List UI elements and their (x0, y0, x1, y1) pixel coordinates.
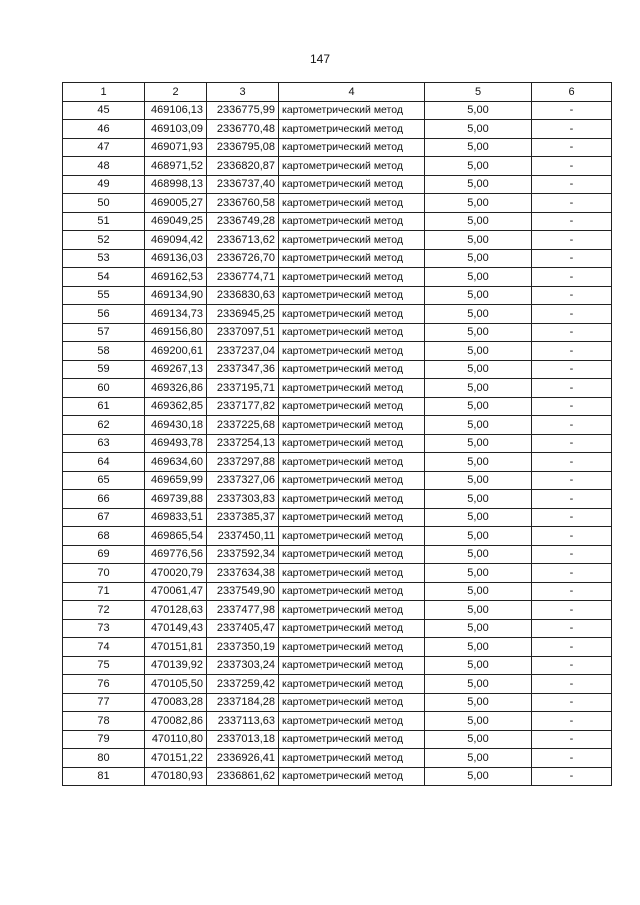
method-cell: картометрический метод (279, 305, 425, 324)
method-cell: картометрический метод (279, 379, 425, 398)
column-header-5: 5 (425, 83, 532, 102)
method-cell: картометрический метод (279, 675, 425, 694)
table-row (63, 619, 612, 638)
table-row (63, 323, 612, 342)
x-coordinate-cell: 470110,80 (145, 730, 207, 749)
x-coordinate-cell: 469493,78 (145, 434, 207, 453)
note-cell: - (532, 120, 612, 139)
y-coordinate-cell: 2336737,40 (207, 175, 279, 194)
y-coordinate-cell: 2337592,34 (207, 545, 279, 564)
method-cell: картометрический метод (279, 545, 425, 564)
y-coordinate-cell: 2337347,36 (207, 360, 279, 379)
x-coordinate-cell: 470105,50 (145, 675, 207, 694)
method-cell: картометрический метод (279, 434, 425, 453)
header-row (63, 83, 612, 102)
point-number-cell: 64 (63, 453, 145, 472)
table-row (63, 175, 612, 194)
note-cell: - (532, 231, 612, 250)
point-number-cell: 81 (63, 767, 145, 786)
table-row (63, 582, 612, 601)
x-coordinate-cell: 470083,28 (145, 693, 207, 712)
y-coordinate-cell: 2337450,11 (207, 527, 279, 546)
note-cell: - (532, 101, 612, 120)
y-coordinate-cell: 2336749,28 (207, 212, 279, 231)
accuracy-cell: 5,00 (425, 231, 532, 250)
note-cell: - (532, 638, 612, 657)
y-coordinate-cell: 2336760,58 (207, 194, 279, 213)
point-number-cell: 50 (63, 194, 145, 213)
y-coordinate-cell: 2336830,63 (207, 286, 279, 305)
point-number-cell: 73 (63, 619, 145, 638)
accuracy-cell: 5,00 (425, 379, 532, 398)
method-cell: картометрический метод (279, 249, 425, 268)
table-row (63, 397, 612, 416)
y-coordinate-cell: 2336945,25 (207, 305, 279, 324)
x-coordinate-cell: 469106,13 (145, 101, 207, 120)
accuracy-cell: 5,00 (425, 656, 532, 675)
y-coordinate-cell: 2337405,47 (207, 619, 279, 638)
point-number-cell: 60 (63, 379, 145, 398)
x-coordinate-cell: 469776,56 (145, 545, 207, 564)
x-coordinate-cell: 469865,54 (145, 527, 207, 546)
point-number-cell: 46 (63, 120, 145, 139)
accuracy-cell: 5,00 (425, 490, 532, 509)
accuracy-cell: 5,00 (425, 286, 532, 305)
accuracy-cell: 5,00 (425, 268, 532, 287)
method-cell: картометрический метод (279, 693, 425, 712)
point-number-cell: 76 (63, 675, 145, 694)
note-cell: - (532, 212, 612, 231)
accuracy-cell: 5,00 (425, 157, 532, 176)
note-cell: - (532, 712, 612, 731)
x-coordinate-cell: 470180,93 (145, 767, 207, 786)
accuracy-cell: 5,00 (425, 545, 532, 564)
method-cell: картометрический метод (279, 453, 425, 472)
note-cell: - (532, 527, 612, 546)
point-number-cell: 74 (63, 638, 145, 657)
method-cell: картометрический метод (279, 360, 425, 379)
point-number-cell: 66 (63, 490, 145, 509)
method-cell: картометрический метод (279, 397, 425, 416)
method-cell: картометрический метод (279, 194, 425, 213)
x-coordinate-cell: 469103,09 (145, 120, 207, 139)
method-cell: картометрический метод (279, 416, 425, 435)
accuracy-cell: 5,00 (425, 305, 532, 324)
note-cell: - (532, 693, 612, 712)
point-number-cell: 45 (63, 101, 145, 120)
note-cell: - (532, 545, 612, 564)
accuracy-cell: 5,00 (425, 360, 532, 379)
x-coordinate-cell: 470082,86 (145, 712, 207, 731)
table-row (63, 749, 612, 768)
y-coordinate-cell: 2337259,42 (207, 675, 279, 694)
x-coordinate-cell: 469134,90 (145, 286, 207, 305)
note-cell: - (532, 453, 612, 472)
table-row (63, 656, 612, 675)
column-header-1: 1 (63, 83, 145, 102)
method-cell: картометрический метод (279, 730, 425, 749)
column-header-4: 4 (279, 83, 425, 102)
note-cell: - (532, 619, 612, 638)
accuracy-cell: 5,00 (425, 471, 532, 490)
y-coordinate-cell: 2336770,48 (207, 120, 279, 139)
y-coordinate-cell: 2336775,99 (207, 101, 279, 120)
y-coordinate-cell: 2337237,04 (207, 342, 279, 361)
method-cell: картометрический метод (279, 601, 425, 620)
method-cell: картометрический метод (279, 268, 425, 287)
note-cell: - (532, 268, 612, 287)
method-cell: картометрический метод (279, 508, 425, 527)
table-row (63, 434, 612, 453)
note-cell: - (532, 249, 612, 268)
note-cell: - (532, 582, 612, 601)
note-cell: - (532, 416, 612, 435)
method-cell: картометрический метод (279, 175, 425, 194)
point-number-cell: 79 (63, 730, 145, 749)
note-cell: - (532, 397, 612, 416)
table-row (63, 194, 612, 213)
note-cell: - (532, 730, 612, 749)
y-coordinate-cell: 2337097,51 (207, 323, 279, 342)
point-number-cell: 49 (63, 175, 145, 194)
accuracy-cell: 5,00 (425, 693, 532, 712)
x-coordinate-cell: 469430,18 (145, 416, 207, 435)
table-row (63, 342, 612, 361)
note-cell: - (532, 175, 612, 194)
point-number-cell: 56 (63, 305, 145, 324)
table-row (63, 212, 612, 231)
x-coordinate-cell: 469134,73 (145, 305, 207, 324)
x-coordinate-cell: 469659,99 (145, 471, 207, 490)
accuracy-cell: 5,00 (425, 527, 532, 546)
method-cell: картометрический метод (279, 120, 425, 139)
y-coordinate-cell: 2337327,06 (207, 471, 279, 490)
point-number-cell: 54 (63, 268, 145, 287)
point-number-cell: 75 (63, 656, 145, 675)
y-coordinate-cell: 2337225,68 (207, 416, 279, 435)
accuracy-cell: 5,00 (425, 138, 532, 157)
point-number-cell: 59 (63, 360, 145, 379)
x-coordinate-cell: 469634,60 (145, 453, 207, 472)
table-body (63, 101, 612, 786)
accuracy-cell: 5,00 (425, 619, 532, 638)
table-row (63, 767, 612, 786)
note-cell: - (532, 656, 612, 675)
note-cell: - (532, 601, 612, 620)
method-cell: картометрический метод (279, 749, 425, 768)
point-number-cell: 48 (63, 157, 145, 176)
y-coordinate-cell: 2337303,83 (207, 490, 279, 509)
note-cell: - (532, 342, 612, 361)
point-number-cell: 51 (63, 212, 145, 231)
y-coordinate-cell: 2337549,90 (207, 582, 279, 601)
table-row (63, 712, 612, 731)
x-coordinate-cell: 468998,13 (145, 175, 207, 194)
x-coordinate-cell: 470149,43 (145, 619, 207, 638)
method-cell: картометрический метод (279, 619, 425, 638)
table-row (63, 305, 612, 324)
y-coordinate-cell: 2336726,70 (207, 249, 279, 268)
x-coordinate-cell: 470020,79 (145, 564, 207, 583)
note-cell: - (532, 286, 612, 305)
method-cell: картометрический метод (279, 564, 425, 583)
accuracy-cell: 5,00 (425, 508, 532, 527)
point-number-cell: 53 (63, 249, 145, 268)
x-coordinate-cell: 469136,03 (145, 249, 207, 268)
y-coordinate-cell: 2337254,13 (207, 434, 279, 453)
point-number-cell: 58 (63, 342, 145, 361)
accuracy-cell: 5,00 (425, 249, 532, 268)
note-cell: - (532, 471, 612, 490)
accuracy-cell: 5,00 (425, 453, 532, 472)
accuracy-cell: 5,00 (425, 564, 532, 583)
y-coordinate-cell: 2337477,98 (207, 601, 279, 620)
table-row (63, 360, 612, 379)
point-number-cell: 78 (63, 712, 145, 731)
accuracy-cell: 5,00 (425, 712, 532, 731)
point-number-cell: 55 (63, 286, 145, 305)
table-row (63, 638, 612, 657)
y-coordinate-cell: 2337350,19 (207, 638, 279, 657)
accuracy-cell: 5,00 (425, 675, 532, 694)
coordinates-table (62, 82, 612, 786)
method-cell: картометрический метод (279, 471, 425, 490)
note-cell: - (532, 564, 612, 583)
x-coordinate-cell: 469162,53 (145, 268, 207, 287)
accuracy-cell: 5,00 (425, 767, 532, 786)
point-number-cell: 62 (63, 416, 145, 435)
method-cell: картометрический метод (279, 527, 425, 546)
x-coordinate-cell: 470151,81 (145, 638, 207, 657)
table-row (63, 675, 612, 694)
table-row (63, 508, 612, 527)
y-coordinate-cell: 2337385,37 (207, 508, 279, 527)
method-cell: картометрический метод (279, 712, 425, 731)
accuracy-cell: 5,00 (425, 194, 532, 213)
point-number-cell: 71 (63, 582, 145, 601)
y-coordinate-cell: 2337113,63 (207, 712, 279, 731)
point-number-cell: 77 (63, 693, 145, 712)
table-row (63, 693, 612, 712)
method-cell: картометрический метод (279, 638, 425, 657)
x-coordinate-cell: 469326,86 (145, 379, 207, 398)
point-number-cell: 65 (63, 471, 145, 490)
page-number: 147 (309, 52, 331, 66)
accuracy-cell: 5,00 (425, 212, 532, 231)
point-number-cell: 80 (63, 749, 145, 768)
note-cell: - (532, 749, 612, 768)
x-coordinate-cell: 469267,13 (145, 360, 207, 379)
table-row (63, 730, 612, 749)
table-header (63, 83, 612, 102)
x-coordinate-cell: 469739,88 (145, 490, 207, 509)
y-coordinate-cell: 2336795,08 (207, 138, 279, 157)
table-row (63, 601, 612, 620)
table-row (63, 564, 612, 583)
accuracy-cell: 5,00 (425, 323, 532, 342)
y-coordinate-cell: 2337634,38 (207, 564, 279, 583)
accuracy-cell: 5,00 (425, 638, 532, 657)
column-header-3: 3 (207, 83, 279, 102)
point-number-cell: 47 (63, 138, 145, 157)
note-cell: - (532, 379, 612, 398)
table-row (63, 453, 612, 472)
method-cell: картометрический метод (279, 157, 425, 176)
table-row (63, 545, 612, 564)
table-row (63, 416, 612, 435)
table-row (63, 138, 612, 157)
point-number-cell: 69 (63, 545, 145, 564)
y-coordinate-cell: 2337195,71 (207, 379, 279, 398)
x-coordinate-cell: 470139,92 (145, 656, 207, 675)
accuracy-cell: 5,00 (425, 730, 532, 749)
point-number-cell: 52 (63, 231, 145, 250)
x-coordinate-cell: 470061,47 (145, 582, 207, 601)
y-coordinate-cell: 2337297,88 (207, 453, 279, 472)
table-row (63, 157, 612, 176)
x-coordinate-cell: 468971,52 (145, 157, 207, 176)
y-coordinate-cell: 2336926,41 (207, 749, 279, 768)
x-coordinate-cell: 469362,85 (145, 397, 207, 416)
method-cell: картометрический метод (279, 212, 425, 231)
y-coordinate-cell: 2336861,62 (207, 767, 279, 786)
table-row (63, 286, 612, 305)
y-coordinate-cell: 2336774,71 (207, 268, 279, 287)
point-number-cell: 67 (63, 508, 145, 527)
accuracy-cell: 5,00 (425, 175, 532, 194)
method-cell: картометрический метод (279, 286, 425, 305)
method-cell: картометрический метод (279, 582, 425, 601)
method-cell: картометрический метод (279, 342, 425, 361)
method-cell: картометрический метод (279, 231, 425, 250)
note-cell: - (532, 675, 612, 694)
point-number-cell: 61 (63, 397, 145, 416)
accuracy-cell: 5,00 (425, 101, 532, 120)
accuracy-cell: 5,00 (425, 342, 532, 361)
table-row (63, 249, 612, 268)
method-cell: картометрический метод (279, 323, 425, 342)
accuracy-cell: 5,00 (425, 397, 532, 416)
note-cell: - (532, 767, 612, 786)
accuracy-cell: 5,00 (425, 749, 532, 768)
table-row (63, 231, 612, 250)
y-coordinate-cell: 2337303,24 (207, 656, 279, 675)
x-coordinate-cell: 469156,80 (145, 323, 207, 342)
y-coordinate-cell: 2336820,87 (207, 157, 279, 176)
y-coordinate-cell: 2336713,62 (207, 231, 279, 250)
note-cell: - (532, 138, 612, 157)
method-cell: картометрический метод (279, 138, 425, 157)
x-coordinate-cell: 469071,93 (145, 138, 207, 157)
note-cell: - (532, 360, 612, 379)
point-number-cell: 72 (63, 601, 145, 620)
x-coordinate-cell: 469200,61 (145, 342, 207, 361)
accuracy-cell: 5,00 (425, 582, 532, 601)
x-coordinate-cell: 469094,42 (145, 231, 207, 250)
table-row (63, 490, 612, 509)
table-row (63, 101, 612, 120)
column-header-6: 6 (532, 83, 612, 102)
note-cell: - (532, 323, 612, 342)
x-coordinate-cell: 469005,27 (145, 194, 207, 213)
note-cell: - (532, 305, 612, 324)
accuracy-cell: 5,00 (425, 416, 532, 435)
table-row (63, 120, 612, 139)
column-header-2: 2 (145, 83, 207, 102)
table-row (63, 527, 612, 546)
x-coordinate-cell: 469833,51 (145, 508, 207, 527)
accuracy-cell: 5,00 (425, 601, 532, 620)
y-coordinate-cell: 2337184,28 (207, 693, 279, 712)
table-row (63, 471, 612, 490)
point-number-cell: 68 (63, 527, 145, 546)
table-row (63, 268, 612, 287)
y-coordinate-cell: 2337013,18 (207, 730, 279, 749)
x-coordinate-cell: 470128,63 (145, 601, 207, 620)
point-number-cell: 57 (63, 323, 145, 342)
note-cell: - (532, 434, 612, 453)
method-cell: картометрический метод (279, 101, 425, 120)
point-number-cell: 63 (63, 434, 145, 453)
note-cell: - (532, 194, 612, 213)
table-row (63, 379, 612, 398)
x-coordinate-cell: 469049,25 (145, 212, 207, 231)
x-coordinate-cell: 470151,22 (145, 749, 207, 768)
accuracy-cell: 5,00 (425, 120, 532, 139)
note-cell: - (532, 157, 612, 176)
method-cell: картометрический метод (279, 656, 425, 675)
accuracy-cell: 5,00 (425, 434, 532, 453)
method-cell: картометрический метод (279, 490, 425, 509)
note-cell: - (532, 508, 612, 527)
point-number-cell: 70 (63, 564, 145, 583)
y-coordinate-cell: 2337177,82 (207, 397, 279, 416)
method-cell: картометрический метод (279, 767, 425, 786)
note-cell: - (532, 490, 612, 509)
